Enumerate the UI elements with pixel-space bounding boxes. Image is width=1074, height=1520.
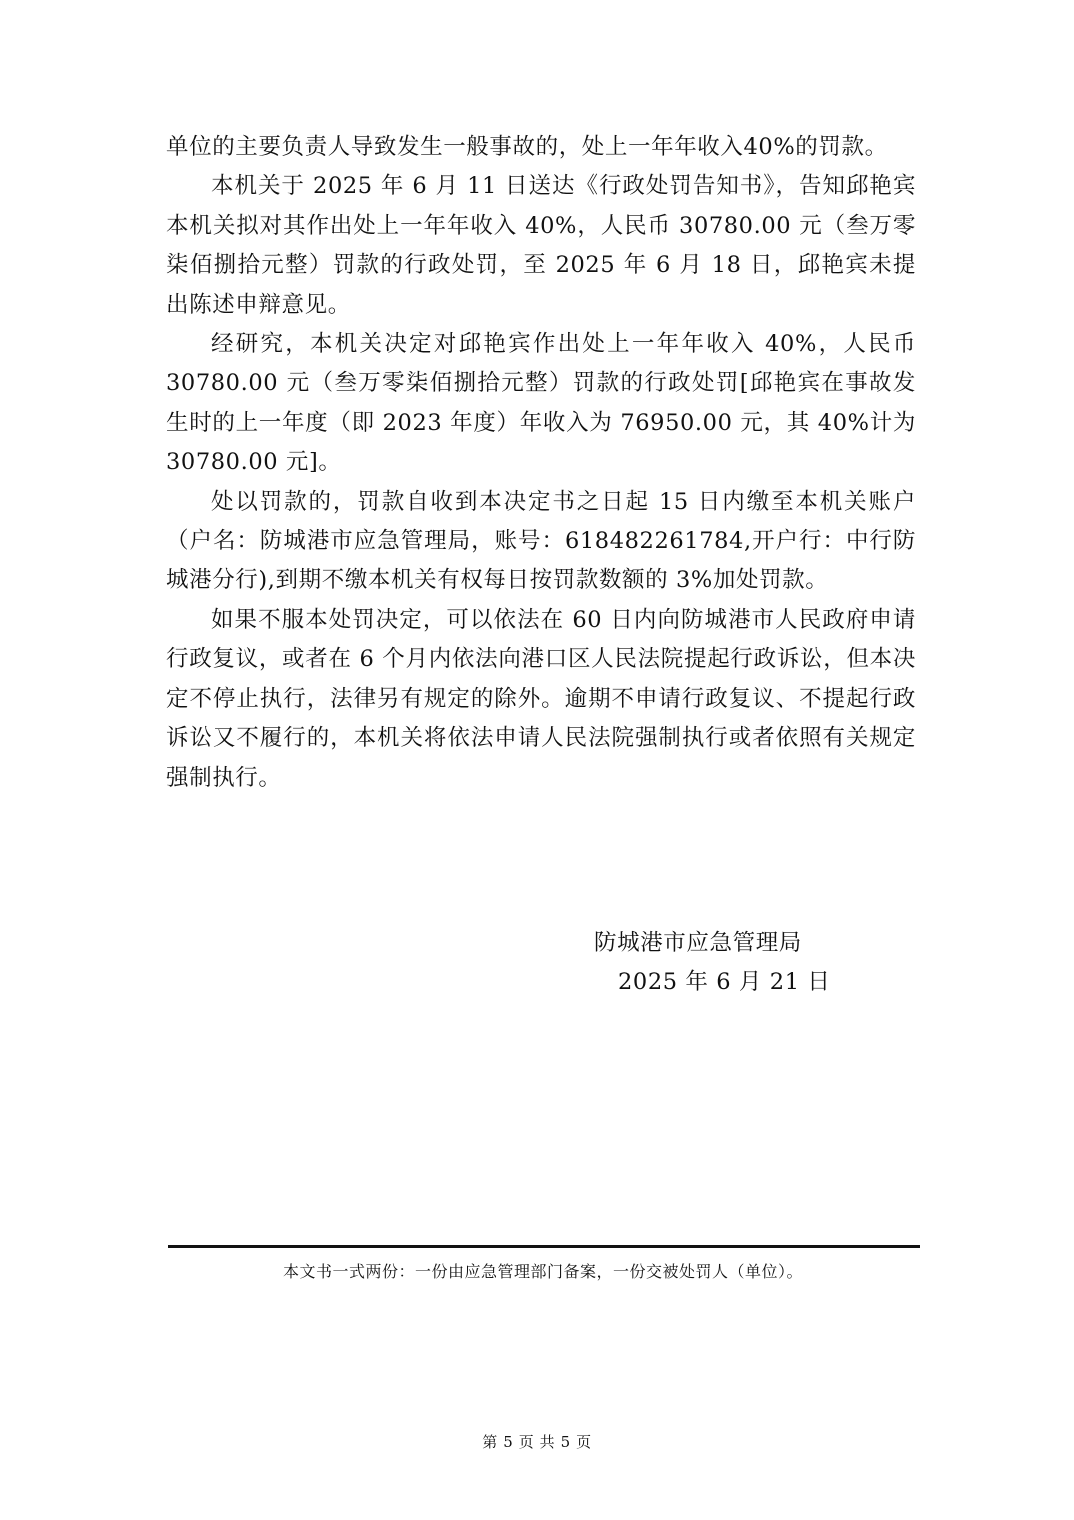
document-body: [166, 128, 916, 798]
paragraph-appeal-rights: 如果不服本处罚决定，可以依法在 60 日内向防城港市人民政府申请行政复议，或者在 6 个月内依法向港口区人民法院提起行政诉讼，但本决定不停止执行，法律另有规定的除外。逾期不申请行政复议、不提起行政诉讼又不履行的，本机关将依法申请人民法院强制执行或者依照有关规定强制执行。: [166, 606, 916, 791]
footnote-divider: [168, 1245, 920, 1248]
paragraph-notice-delivery: 本机关于 2025 年 6 月 11 日送达《行政处罚告知书》，告知邱艳宾本机关拟对其作出处上一年年收入 40%，人民币 30780.00 元（叁万零柒佰捌拾元整）罚款的行政处罚，至 2025 年 6 月 18 日，邱艳宾未提出陈述申辩意见。: [166, 173, 916, 318]
paragraph-continuation: 单位的主要负责人导致发生一般事故的，处上一年年收入40%的罚款。: [166, 134, 888, 160]
footnote: 本文书一式两份：一份由应急管理部门备案，一份交被处罚人（单位）。: [282, 1262, 803, 1281]
signature-block: [560, 924, 860, 1002]
issuing-organization: 防城港市应急管理局: [594, 930, 802, 956]
paragraph-payment-instructions: 处以罚款的，罚款自收到本决定书之日起 15 日内缴至本机关账户（户名：防城港市应急管理局，账号：618482261784,开户行：中行防城港分行),到期不缴本机关有权每日按罚款数额的 3%加处罚款。: [166, 488, 916, 594]
page-number: 第 5 页 共 5 页: [482, 1433, 592, 1451]
paragraph-decision: 经研究，本机关决定对邱艳宾作出处上一年年收入 40%，人民币 30780.00 元（叁万零柒佰捌拾元整）罚款的行政处罚[邱艳宾在事故发生时的上一年度（即 2023 年度）年收入为 76950.00 元，其 40%计为 30780.00 元]。: [166, 331, 916, 476]
issue-date: 2025 年 6 月 21 日: [618, 969, 831, 995]
